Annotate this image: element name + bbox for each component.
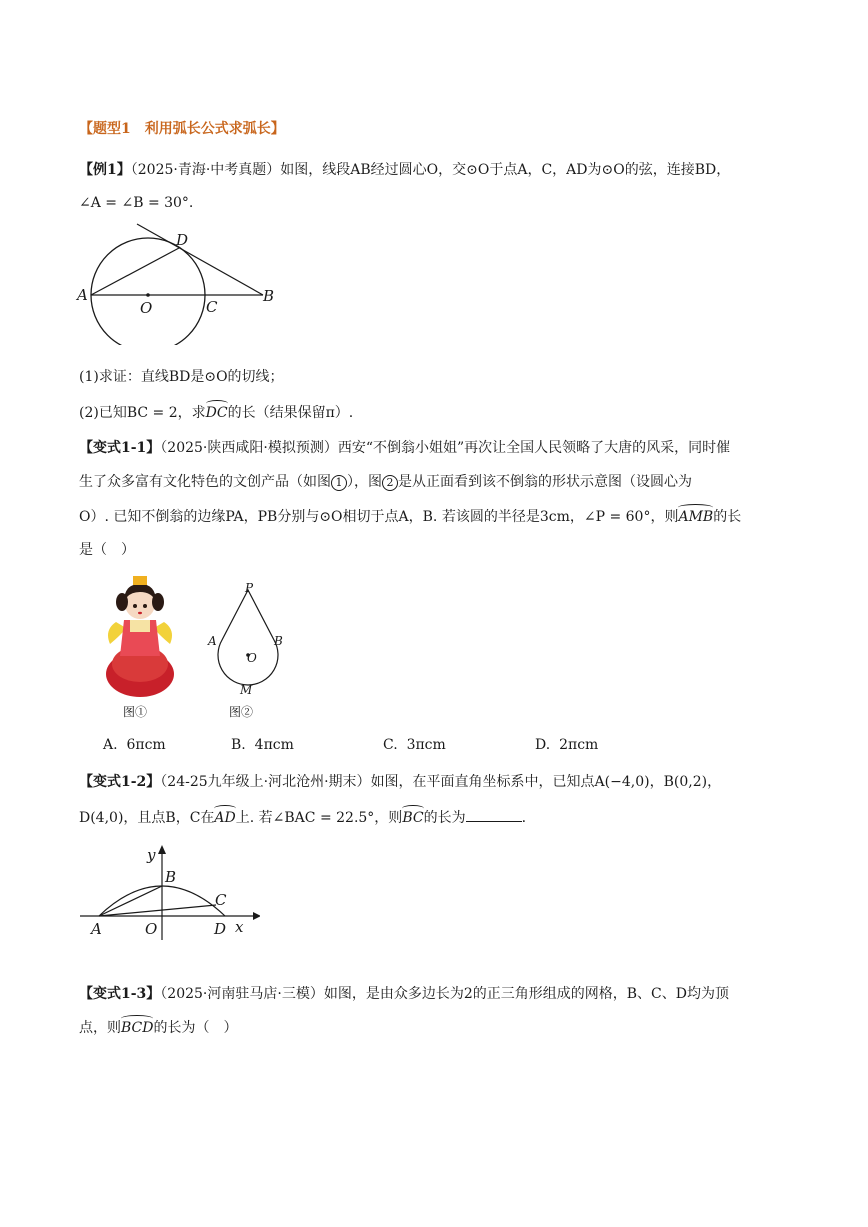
option-d[interactable] (535, 737, 598, 753)
variant12-line2-pre: D(4,0)，且点B，C在 (79, 810, 215, 826)
variant11-line2 (79, 472, 692, 492)
q2-post: 的长（结果保留π）. (227, 405, 354, 421)
label-c: C (206, 298, 218, 316)
label-x: x (235, 918, 244, 936)
variant13-tag: 【变式1-3】 (79, 986, 161, 1002)
variant12-line2-post: 的长为 (423, 810, 466, 826)
example1-q1: (1)求证：直线BD是⊙O的切线； (79, 369, 284, 385)
label-o: O (140, 299, 153, 317)
example1-line1 (79, 160, 730, 180)
variant13-line2-pre: 点，则 (79, 1020, 121, 1036)
variant13-arc: BCD (121, 1020, 154, 1036)
variant11-line2-post: 是从正面看到该不倒翁的形状示意图（设圆心为 (398, 474, 692, 490)
option-b[interactable] (231, 737, 294, 753)
option-b-key: B. (231, 737, 246, 753)
label-a2: A (208, 634, 217, 648)
example1-tag: 【例1】 (79, 162, 131, 178)
variant13-line2 (79, 1018, 237, 1038)
tumbler-doll-image (100, 572, 180, 700)
fig1-caption: 图① (123, 705, 148, 719)
label-b: B (263, 287, 275, 305)
option-c[interactable] (383, 737, 446, 753)
example1-line2: ∠A = ∠B = 30°. (79, 195, 194, 211)
variant11-line1 (79, 438, 730, 458)
label-o2: O (247, 651, 257, 665)
variant12-line2-mid: 上. 若∠BAC = 22.5°，则 (235, 810, 403, 826)
section-title: 【题型1 利用弧长公式求弧长】 (79, 121, 285, 137)
variant11-line3 (79, 507, 741, 527)
label-c3: C (215, 891, 227, 909)
option-d-text: 2πcm (559, 737, 599, 753)
variant11-line2-pre: 生了众多富有文化特色的文创产品（如图 (79, 474, 331, 490)
variant12-arc2: BC (402, 810, 424, 826)
variant12-tag: 【变式1-2】 (79, 774, 161, 790)
variant11-source: （2025·陕西咸阳·模拟预测） (160, 440, 338, 456)
variant11-line3-pre: O）. 已知不倒翁的边缘PA，PB分别与⊙O相切于点A，B. 若该圆的半径是3cm，∠P = 60°，则 (79, 509, 679, 525)
coordinate-figure (75, 842, 260, 942)
teardrop-figure (205, 582, 295, 697)
variant12-line2 (79, 807, 526, 828)
segment-ac (99, 905, 216, 916)
option-a-key: A. (103, 737, 118, 753)
x-axis-arrow (253, 912, 260, 920)
option-b-text: 4πcm (254, 737, 294, 753)
chord-ad (91, 248, 179, 295)
fig2-caption: 图② (229, 705, 254, 719)
variant11-arc: AMB (678, 509, 714, 525)
option-c-key: C. (383, 737, 398, 753)
variant12-arc1: AD (214, 810, 236, 826)
variant13-text1: 如图，是由众多边长为2的正三角形组成的网格，B、C、D均为顶 (323, 986, 729, 1002)
label-p: P (245, 582, 254, 595)
teardrop-outline (218, 590, 278, 685)
variant11-text1: 西安“不倒翁小姐姐”再次让全国人民领略了大唐的风采，同时催 (337, 440, 731, 456)
label-b2: B (274, 634, 283, 648)
center-dot (146, 293, 150, 297)
variant13-source: （2025·河南驻马店·三模） (160, 986, 324, 1002)
label-m: M (240, 683, 253, 697)
variant12-source: （24-25九年级上·河北沧州·期末） (160, 774, 371, 790)
variant13-line1 (79, 984, 729, 1004)
variant12-line1 (79, 772, 721, 792)
label-d3: D (214, 920, 227, 938)
variant12-line2-end: . (521, 810, 527, 826)
tangent-bd (137, 224, 263, 295)
q2-pre: (2)已知BC = 2，求 (79, 405, 206, 421)
label-a: A (77, 286, 88, 304)
label-o3: O (145, 920, 158, 938)
label-d: D (176, 231, 189, 249)
label-a3: A (91, 920, 102, 938)
variant11-line3-post: 的长 (713, 509, 742, 525)
option-c-text: 3πcm (406, 737, 446, 753)
option-a-text: 6πcm (126, 737, 166, 753)
example1-q2 (79, 403, 353, 423)
option-d-key: D. (535, 737, 551, 753)
variant12-text1: 如图，在平面直角坐标系中，已知点A(−4,0)，B(0,2)， (370, 774, 722, 790)
option-a[interactable] (103, 737, 166, 753)
label-b3: B (165, 868, 177, 886)
example1-figure (75, 220, 285, 345)
example1-text1: 如图，线段AB经过圆心O，交⊙O于点A，C，AD为⊙O的弦，连接BD， (280, 162, 731, 178)
fig1-mark: 1 (331, 475, 347, 491)
label-y: y (147, 846, 156, 864)
variant11-line4: 是（ ） (79, 542, 135, 558)
variant11-line2-mid: ），图 (347, 474, 382, 490)
q2-arc: DC (205, 405, 228, 421)
answer-blank[interactable] (466, 807, 522, 822)
fig2-mark: 2 (382, 475, 398, 491)
circle-o (91, 238, 205, 345)
y-axis-arrow (158, 845, 166, 854)
example1-source: （2025·青海·中考真题） (130, 162, 281, 178)
variant13-line2-post: 的长为（ ） (153, 1020, 238, 1036)
variant11-tag: 【变式1-1】 (79, 440, 161, 456)
